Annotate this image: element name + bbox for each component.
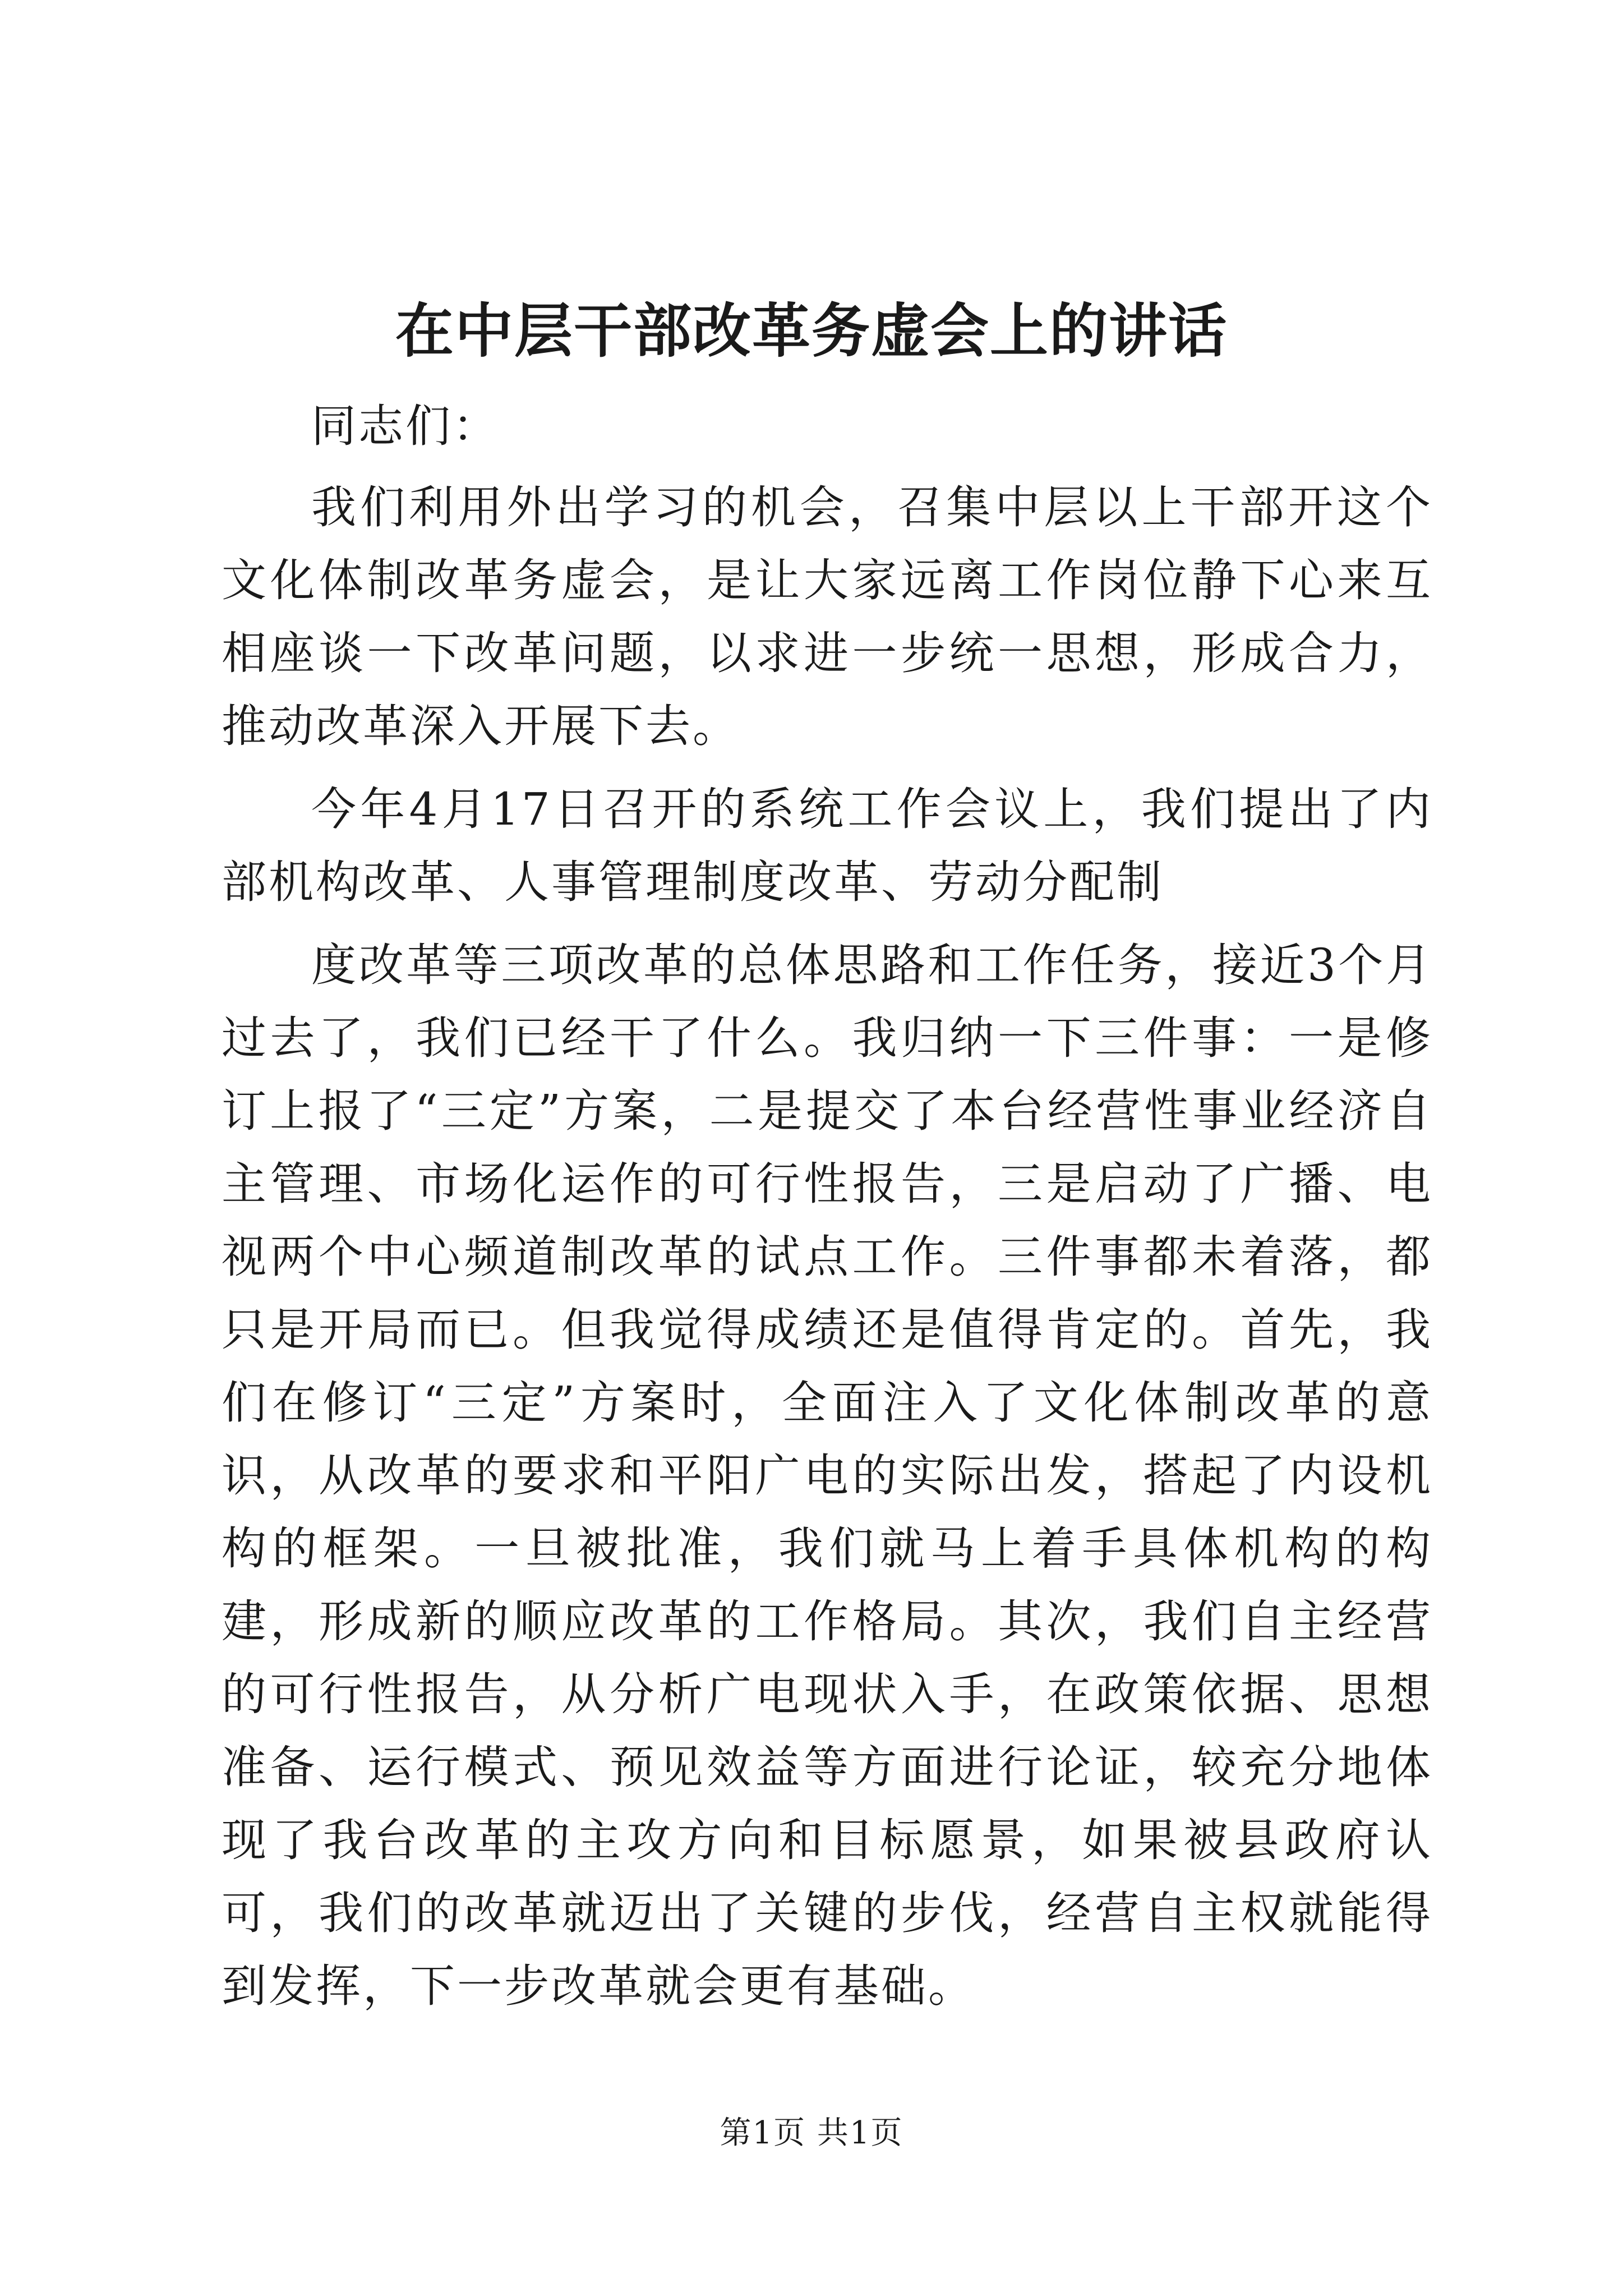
paragraph-1: 我们利用外出学习的机会，召集中层以上干部开这个文化体制改革务虚会，是让大家远离工作岗位静下心来互相座谈一下改革问题，以求进一步统一思想，形成合力，推动改革深入开展下去。 [222, 481, 1433, 752]
document-title: 在中层干部改革务虚会上的讲话 [395, 296, 1228, 365]
paragraph-2: 今年4月17日召开的系统工作会议上，我们提出了内部机构改革、人事管理制度改革、劳动分配制 [222, 783, 1433, 908]
document-body [222, 390, 1433, 2023]
paragraph-3: 度改革等三项改革的总体思路和工作任务，接近3个月过去了，我们已经干了什么。我归纳一下三件事：一是修订上报了“三定”方案，二是提交了本台经营性事业经济自主管理、市场化运作的可行性报告，三是启动了广播、电视两个中心频道制改革的试点工作。三件事都未着落，都只是开局而已。但我觉得成绩还是值得肯定的。首先，我们在修订“三定”方案时，全面注入了文化体制改革的意识，从改革的要求和平阳广电的实际出发，搭起了内设机构的框架。一旦被批准，我们就马上着手具体机构的构建，形成新的顺应改革的工作格局。其次，我们自主经营的可行性报告，从分析广电现状入手，在政策依据、思想准备、运行模式、预见效益等方面进行论证，较充分地体现了我台改革的主攻方向和目标愿景，如果被县政府认可，我们的改革就迈出了关键的步伐，经营自主权就能得到发挥，下一步改革就会更有基础。 [222, 939, 1433, 2012]
greeting: 同志们： [311, 400, 500, 452]
page-footer: 第1页 共1页 [720, 2115, 903, 2151]
